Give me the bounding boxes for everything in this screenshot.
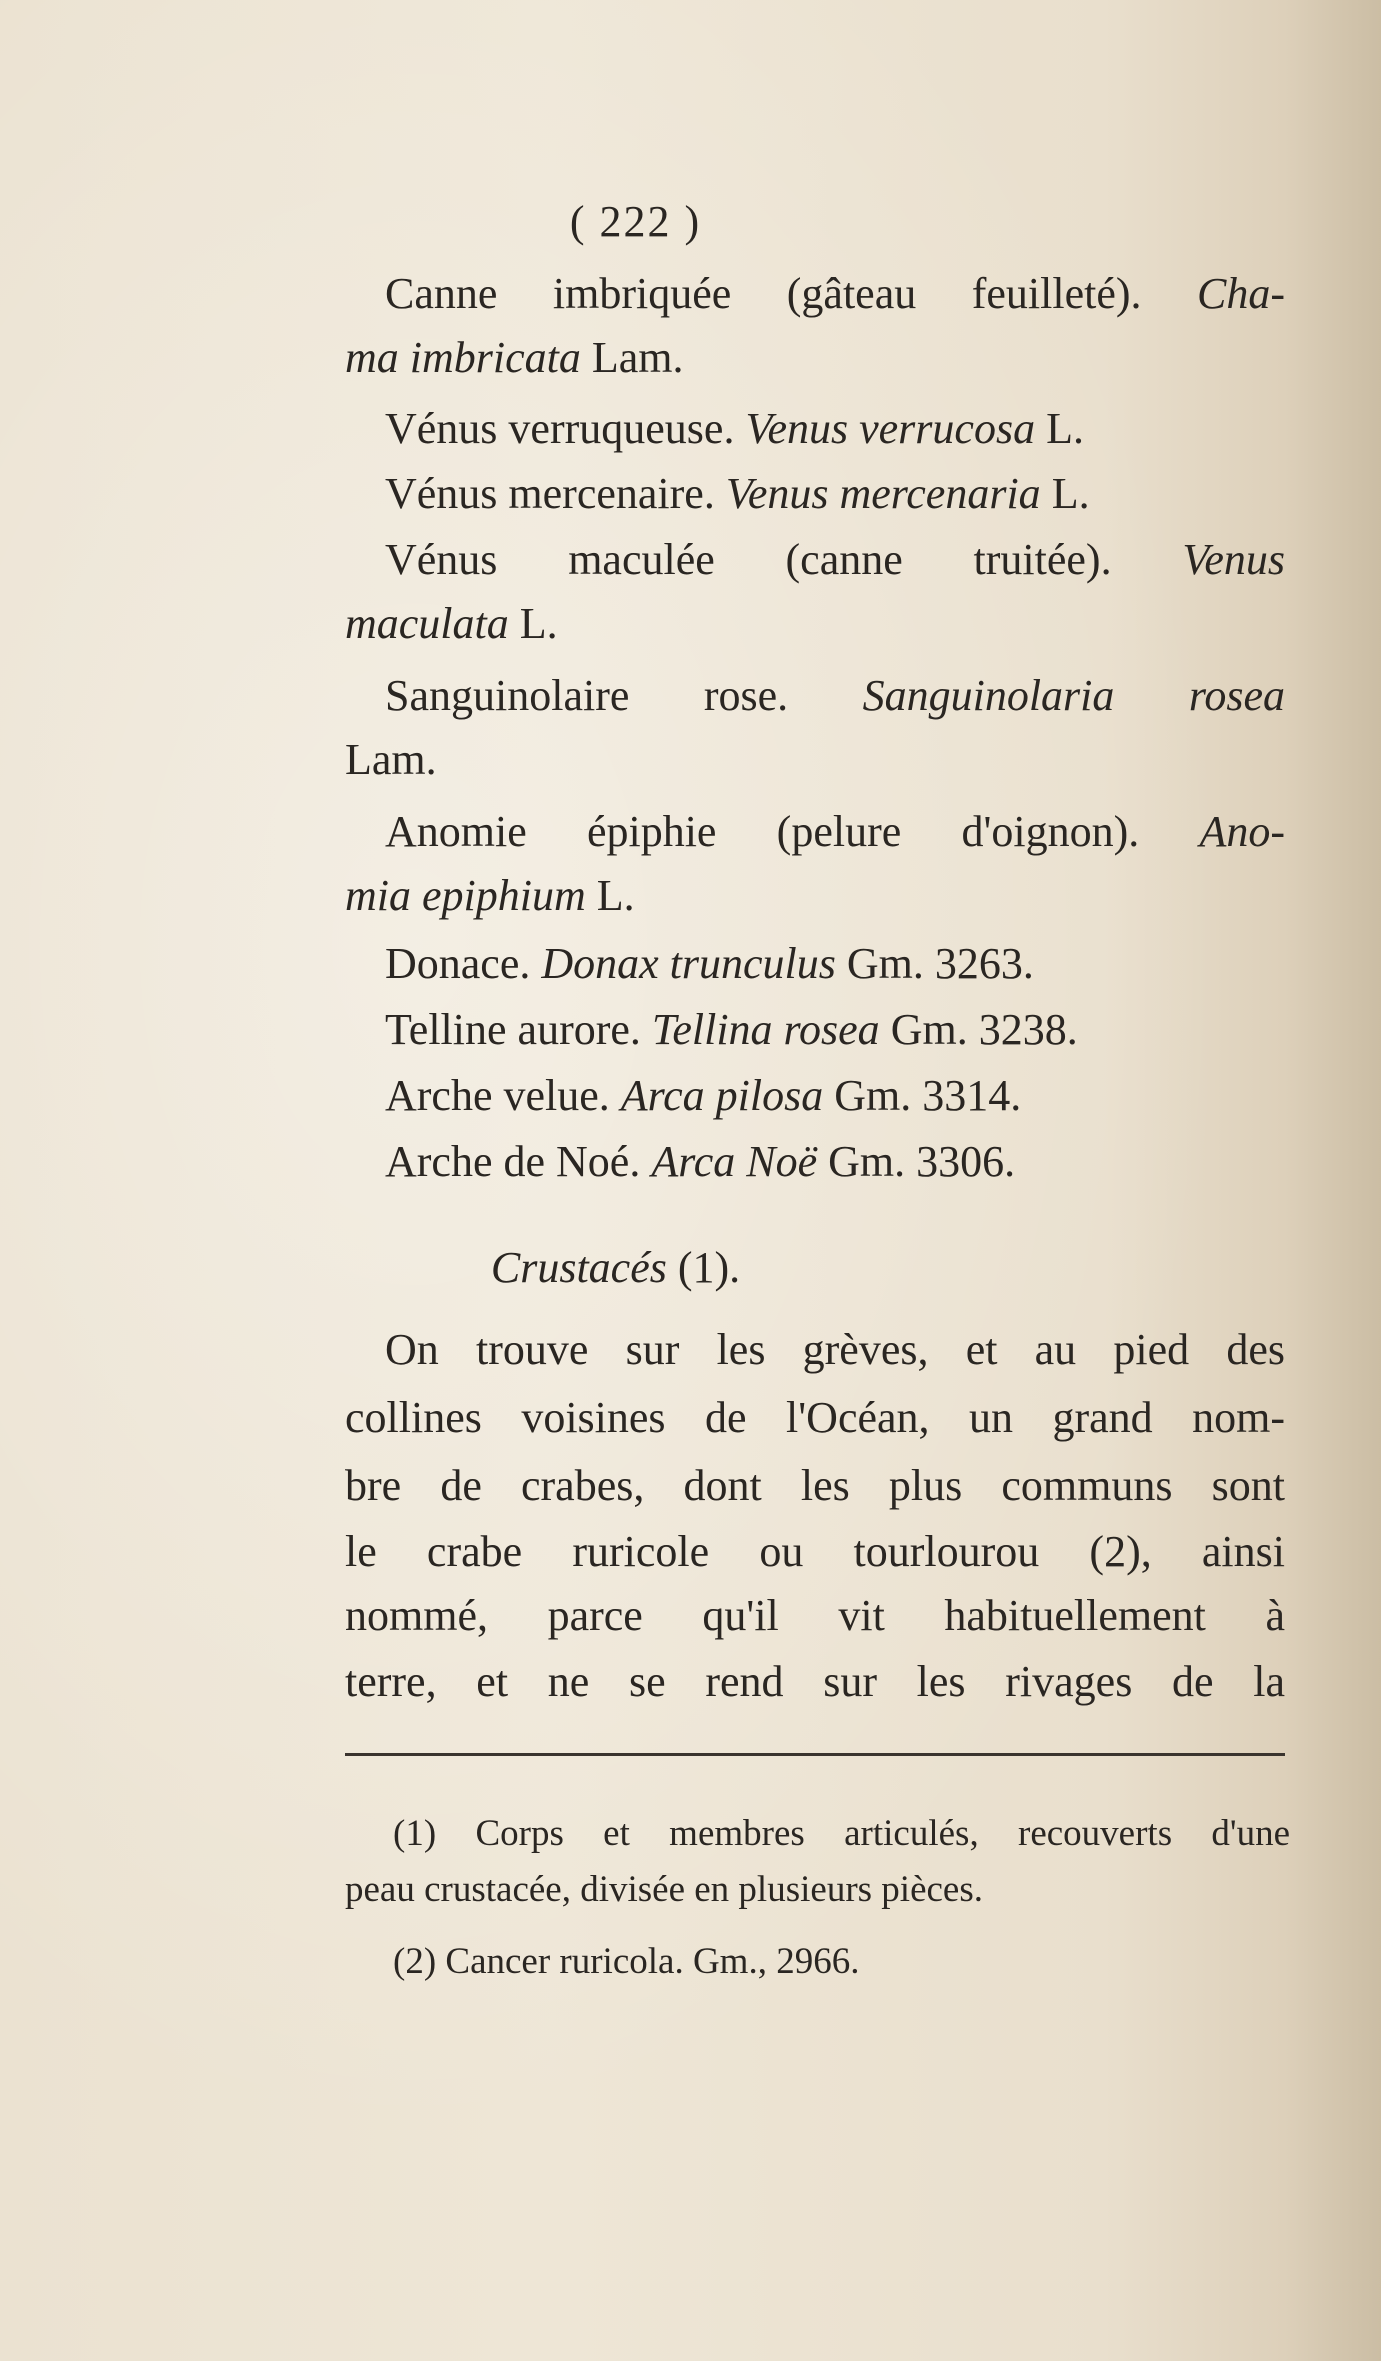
latin-name: mia epiphium — [345, 871, 586, 920]
text-segment: L. — [508, 599, 558, 648]
latin-name: ma imbricata — [345, 333, 581, 382]
list-line — [345, 864, 1285, 928]
latin-name: Tellina rosea — [651, 1005, 880, 1054]
text-segment: Anomie épiphie (pelure d'oignon). — [385, 807, 1200, 856]
text-segment: Canne imbriquée (gâteau feuilleté). — [385, 269, 1197, 318]
list-line — [345, 592, 1285, 656]
list-line — [345, 932, 1285, 996]
paragraph-line: On trouve sur les grèves, et au pied des — [385, 1325, 1285, 1374]
list-line — [345, 1064, 1285, 1128]
section-heading-note: (1). — [666, 1243, 741, 1292]
page-number: ( 222 ) — [569, 197, 702, 246]
text-segment: Gm. 3306. — [817, 1137, 1016, 1186]
latin-name: Venus mercenaria — [725, 469, 1041, 518]
list-line — [345, 462, 1285, 526]
paragraph-line: bre de crabes, dont les plus communs sont — [345, 1461, 1285, 1510]
text-segment: Vénus maculée (canne truitée). — [385, 535, 1183, 584]
latin-name: maculata — [345, 599, 509, 648]
list-line — [345, 998, 1285, 1062]
latin-name: Sanguinolaria rosea — [862, 671, 1285, 720]
section-heading-title: Crustacés — [490, 1243, 667, 1292]
list-line — [345, 326, 1285, 390]
list-line — [345, 800, 1285, 864]
latin-name: Donax trunculus — [541, 939, 836, 988]
text-segment: Vénus mercenaire. — [385, 469, 726, 518]
text-segment: Sanguinolaire rose. — [385, 671, 863, 720]
text-segment: Vénus verruqueuse. — [385, 404, 746, 453]
text-segment: Lam. — [345, 735, 437, 784]
footnote: (2) Cancer ruricola. Gm., 2966. — [393, 1941, 860, 1982]
paragraph-line: nommé, parce qu'il vit habituellement à — [345, 1591, 1285, 1640]
text-segment: Telline aurore. — [385, 1005, 652, 1054]
paragraph-line: le crabe ruricole ou tourlourou (2), ainsi — [345, 1527, 1285, 1576]
text-segment: Gm. 3263. — [835, 939, 1034, 988]
latin-name: Cha- — [1197, 269, 1285, 318]
list-line — [345, 262, 1285, 326]
list-line — [345, 528, 1285, 592]
section-heading — [0, 1236, 1381, 1300]
latin-name: Venus — [1182, 535, 1285, 584]
list-line — [345, 664, 1285, 728]
footnote: (1) Corps et membres articulés, recouverts d'une — [393, 1813, 1290, 1854]
list-line — [345, 728, 1285, 792]
latin-name: Arca pilosa — [620, 1071, 824, 1120]
latin-name: Ano- — [1199, 807, 1285, 856]
latin-name: Arca Noë — [651, 1137, 818, 1186]
text-segment: L. — [1040, 469, 1090, 518]
text-segment: Lam. — [580, 333, 684, 382]
paragraph-line: collines voisines de l'Océan, un grand nom- — [345, 1393, 1285, 1442]
text-segment: Donace. — [385, 939, 542, 988]
text-segment: Gm. 3314. — [823, 1071, 1022, 1120]
footnote-rule — [345, 1753, 1285, 1756]
list-line — [345, 397, 1285, 461]
list-line — [345, 1130, 1285, 1194]
text-segment: Arche de Noé. — [385, 1137, 652, 1186]
latin-name: Venus verrucosa — [745, 404, 1036, 453]
text-segment: L. — [1035, 404, 1084, 453]
paragraph-line: terre, et ne se rend sur les rivages de la — [345, 1657, 1285, 1706]
text-segment: L. — [585, 871, 635, 920]
text-segment: Gm. 3238. — [879, 1005, 1078, 1054]
footnote: peau crustacée, divisée en plusieurs pièces. — [345, 1869, 983, 1910]
text-segment: Arche velue. — [385, 1071, 621, 1120]
